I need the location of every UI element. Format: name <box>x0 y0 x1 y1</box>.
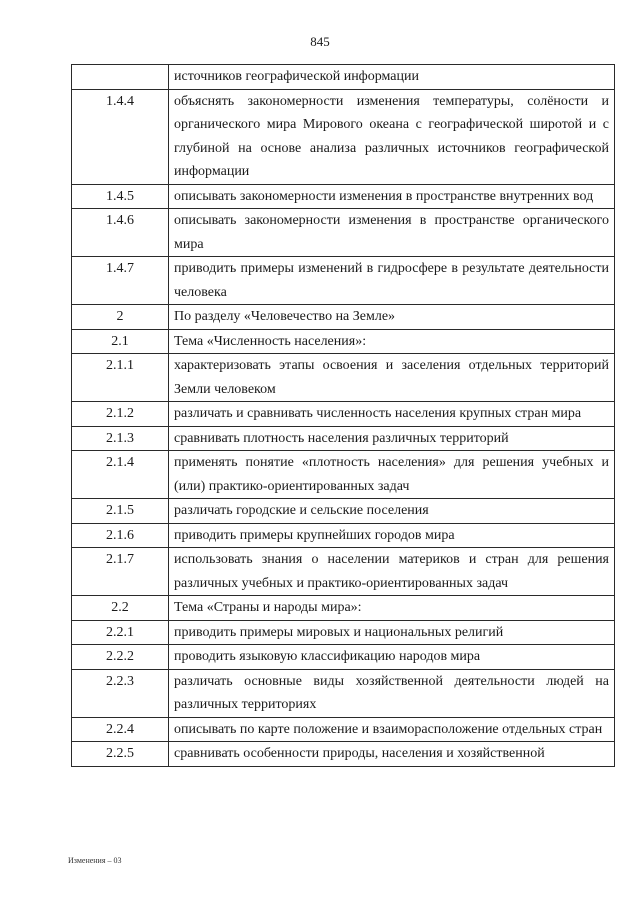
table-row <box>72 209 615 257</box>
requirements-table <box>71 64 615 767</box>
item-number: 1.4.5 <box>72 184 169 209</box>
item-text: различать городские и сельские поселения <box>169 499 615 524</box>
item-text: сравнивать плотность населения различных территорий <box>169 426 615 451</box>
item-number: 2.1.5 <box>72 499 169 524</box>
table-row <box>72 451 615 499</box>
table-row <box>72 402 615 427</box>
item-text: характеризовать этапы освоения и заселения отдельных территорий Земли человеком <box>169 354 615 402</box>
item-text: проводить языковую классификацию народов мира <box>169 645 615 670</box>
table-row <box>72 426 615 451</box>
item-text: приводить примеры мировых и национальных религий <box>169 620 615 645</box>
item-number: 2.1.3 <box>72 426 169 451</box>
item-number: 2.1.2 <box>72 402 169 427</box>
item-text: описывать закономерности изменения в пространстве органического мира <box>169 209 615 257</box>
item-number: 2.2.5 <box>72 742 169 767</box>
table-row <box>72 354 615 402</box>
page-number: 845 <box>310 34 330 49</box>
item-text: источников географической информации <box>169 65 615 90</box>
item-number <box>72 65 169 90</box>
item-text: Тема «Численность населения»: <box>169 329 615 354</box>
item-text: описывать закономерности изменения в пространстве внутренних вод <box>169 184 615 209</box>
item-text: различать основные виды хозяйственной деятельности людей на различных территориях <box>169 669 615 717</box>
item-number: 2.2.2 <box>72 645 169 670</box>
item-number: 2 <box>72 305 169 330</box>
footer-revision: Изменения – 03 <box>68 856 122 865</box>
item-text: сравнивать особенности природы, населения и хозяйственной <box>169 742 615 767</box>
table-row <box>72 645 615 670</box>
item-number: 2.2.4 <box>72 717 169 742</box>
table-row <box>72 89 615 184</box>
item-number: 1.4.4 <box>72 89 169 184</box>
item-text: объяснять закономерности изменения температуры, солёности и органического мира Мирового океана с географической широтой и с глубиной на основе анализа различных источников географической информации <box>169 89 615 184</box>
table-row <box>72 620 615 645</box>
table-row <box>72 65 615 90</box>
table-row <box>72 717 615 742</box>
item-text: приводить примеры крупнейших городов мира <box>169 523 615 548</box>
table-row <box>72 548 615 596</box>
requirements-table-body <box>72 65 615 767</box>
item-text: По разделу «Человечество на Земле» <box>169 305 615 330</box>
table-row <box>72 329 615 354</box>
table-row <box>72 184 615 209</box>
item-number: 2.2.3 <box>72 669 169 717</box>
item-text: Тема «Страны и народы мира»: <box>169 596 615 621</box>
item-number: 2.1.7 <box>72 548 169 596</box>
table-row <box>72 499 615 524</box>
table-row <box>72 596 615 621</box>
item-number: 2.1.6 <box>72 523 169 548</box>
item-number: 2.2.1 <box>72 620 169 645</box>
item-number: 2.1.1 <box>72 354 169 402</box>
item-text: использовать знания о населении материков и стран для решения различных учебных и практико-ориентированных задач <box>169 548 615 596</box>
table-row <box>72 257 615 305</box>
item-text: описывать по карте положение и взаиморасположение отдельных стран <box>169 717 615 742</box>
table-row <box>72 523 615 548</box>
item-number: 1.4.7 <box>72 257 169 305</box>
item-text: различать и сравнивать численность населения крупных стран мира <box>169 402 615 427</box>
item-number: 2.2 <box>72 596 169 621</box>
table-row <box>72 669 615 717</box>
item-text: приводить примеры изменений в гидросфере в результате деятельности человека <box>169 257 615 305</box>
table-row <box>72 742 615 767</box>
item-number: 1.4.6 <box>72 209 169 257</box>
item-number: 2.1 <box>72 329 169 354</box>
table-row <box>72 305 615 330</box>
item-number: 2.1.4 <box>72 451 169 499</box>
item-text: применять понятие «плотность населения» для решения учебных и (или) практико-ориентированных задач <box>169 451 615 499</box>
